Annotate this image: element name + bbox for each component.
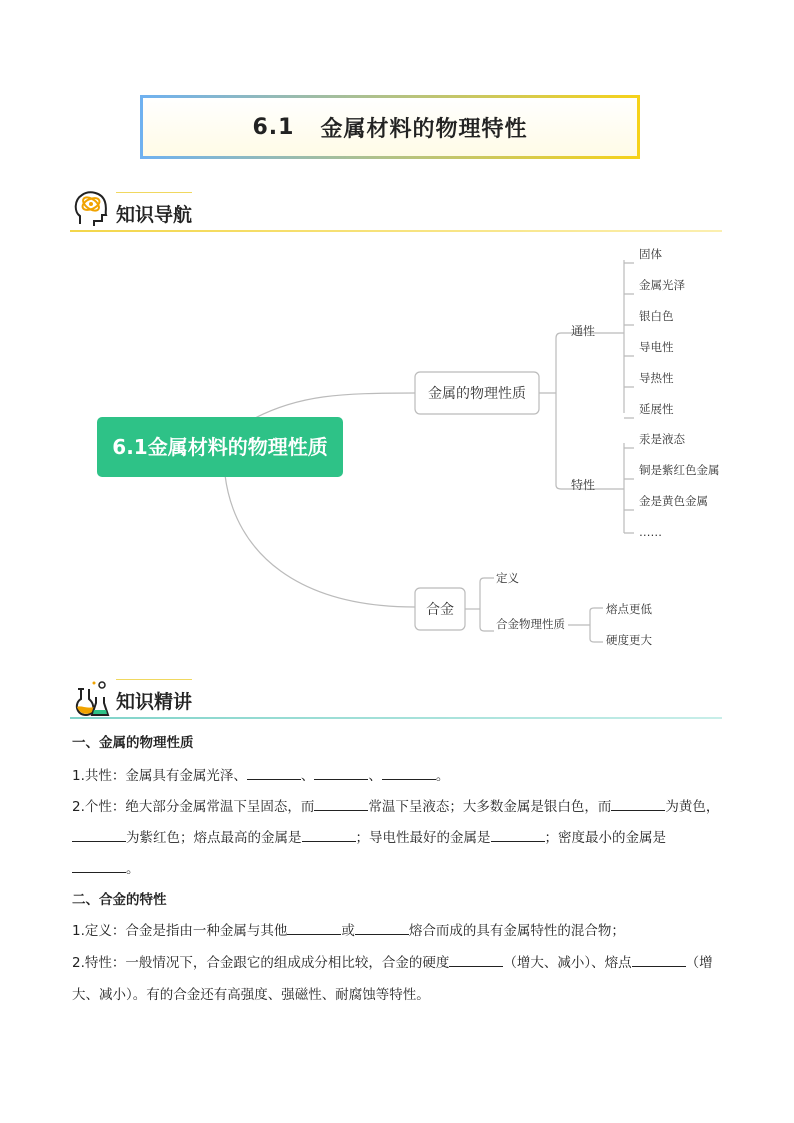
fill-blank[interactable] xyxy=(382,765,436,780)
special-items xyxy=(624,432,720,539)
fill-blank[interactable] xyxy=(632,952,686,967)
special-item: 铜是紫红色金属 xyxy=(639,463,720,477)
section-divider xyxy=(70,717,722,719)
common-item: 导电性 xyxy=(639,340,674,354)
title-box xyxy=(140,95,640,159)
alloy-item: 硬度更大 xyxy=(606,633,652,647)
common-item: 延展性 xyxy=(639,402,674,416)
paragraph-common: 1.共性：金属具有金属光泽、 、 、 。 xyxy=(72,764,449,784)
special-item: 金是黄色金属 xyxy=(639,494,708,508)
heading-alloy-properties: 二、合金的特性 xyxy=(72,892,167,908)
section-title: 知识导航 xyxy=(116,204,193,226)
root-node-label: 6.1金属材料的物理性质 xyxy=(112,435,328,459)
common-label: 通性 xyxy=(571,324,596,338)
connector-line xyxy=(255,393,415,418)
section-divider xyxy=(70,230,722,232)
fill-blank[interactable] xyxy=(302,827,356,842)
fill-blank[interactable] xyxy=(355,920,409,935)
fill-blank[interactable] xyxy=(314,765,368,780)
common-items xyxy=(624,247,685,418)
fill-blank[interactable] xyxy=(287,920,341,935)
common-item: 固体 xyxy=(639,247,662,261)
flask-icon xyxy=(72,677,110,717)
special-item: …… xyxy=(639,525,662,539)
fill-blank[interactable] xyxy=(72,858,126,873)
page-title: 金属材料的物理特性 xyxy=(320,116,528,142)
common-item: 导热性 xyxy=(639,371,674,385)
brain-head-icon xyxy=(72,190,110,230)
branch-label: 金属的物理性质 xyxy=(428,386,526,402)
paragraph-individual-cont: 为紫红色；熔点最高的金属是 ；导电性最好的金属是 ；密度最小的金属是 xyxy=(72,826,666,846)
header-accent-line xyxy=(116,679,192,680)
paragraph-definition: 1.定义：合金是指由一种金属与其他 或 熔合而成的具有金属特性的混合物； xyxy=(72,919,625,939)
special-item: 汞是液态 xyxy=(639,432,685,446)
paragraph-characteristics: 2.特性：一般情况下，合金跟它的组成成分相比较，合金的硬度 （增大、减小）、熔点 （增 xyxy=(72,951,713,971)
definition-label: 定义 xyxy=(496,571,519,585)
fill-blank[interactable] xyxy=(314,796,368,811)
title-number: 6.1 xyxy=(252,114,295,140)
heading-metal-properties: 一、金属的物理性质 xyxy=(72,735,194,751)
common-item: 银白色 xyxy=(639,309,674,323)
special-label: 特性 xyxy=(571,478,596,492)
fill-blank[interactable] xyxy=(491,827,545,842)
mind-map xyxy=(0,235,794,665)
branch-label: 合金 xyxy=(426,602,454,618)
section-header-lecture xyxy=(70,677,722,721)
alloy-physical-label: 合金物理性质 xyxy=(496,617,565,631)
alloy-item: 熔点更低 xyxy=(606,602,652,616)
connector-line xyxy=(225,475,415,607)
fill-blank[interactable] xyxy=(611,796,665,811)
paragraph-characteristics-cont: 大、减小）。有的合金还有高强度、强磁性、耐腐蚀等特性。 xyxy=(72,987,430,1003)
fill-blank[interactable] xyxy=(247,765,301,780)
section-title: 知识精讲 xyxy=(116,691,193,713)
paragraph-individual: 2.个性：绝大部分金属常温下呈固态，而 常温下呈液态；大多数金属是银白色，而 为黄色， xyxy=(72,795,719,815)
fill-blank[interactable] xyxy=(72,827,126,842)
common-item: 金属光泽 xyxy=(639,278,685,292)
paragraph-individual-end: 。 xyxy=(72,857,140,877)
header-accent-line xyxy=(116,192,192,193)
fill-blank[interactable] xyxy=(449,952,503,967)
section-header-navigation xyxy=(70,190,722,234)
